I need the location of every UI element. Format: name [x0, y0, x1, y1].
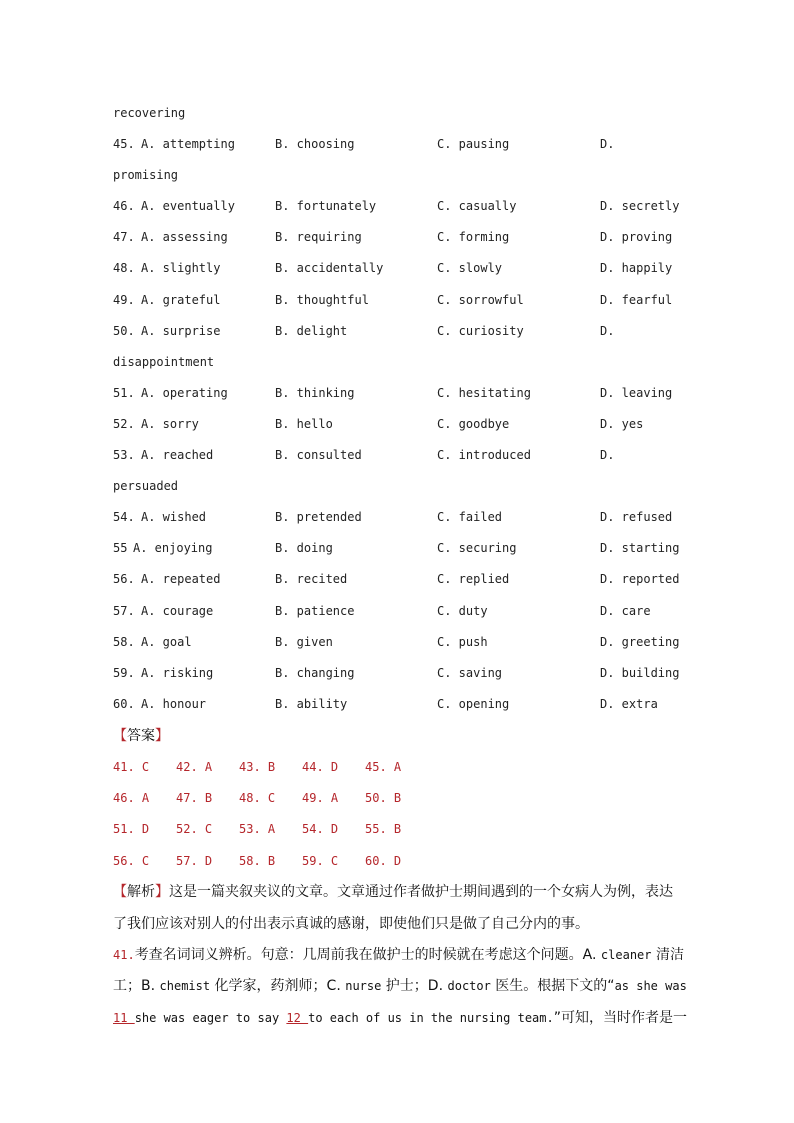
question-number: 55 [113, 541, 128, 555]
explanation-41-quote-start: as she was [614, 979, 687, 993]
question-number: 59. [113, 666, 135, 680]
option-a: A. surprise [141, 324, 221, 338]
answer-item: 54. D [302, 822, 339, 836]
option-a: A. wished [141, 510, 207, 524]
option-d: D. [600, 137, 615, 151]
option-b: B. choosing [275, 137, 355, 151]
explanation-41-number: 41. [113, 948, 135, 962]
analysis-close: 】 [155, 884, 169, 900]
option-a: A. goal [141, 635, 192, 649]
option-c: C. securing [437, 541, 517, 555]
option-b: B. recited [275, 572, 348, 586]
question-number: 45. [113, 137, 135, 151]
explanation-41-l2d: 医生。根据下文的“ [490, 978, 615, 994]
option-b: B. hello [275, 417, 333, 431]
explanation-41-word-cleaner: cleaner [600, 948, 652, 962]
answer-item: 56. C [113, 854, 150, 868]
answer-item: 48. C [239, 791, 276, 805]
question-number: 58. [113, 635, 135, 649]
option-a: A. honour [141, 697, 207, 711]
question-number: 46. [113, 199, 135, 213]
option-b: B. thoughtful [275, 293, 369, 307]
answer-item: 51. D [113, 822, 150, 836]
question-number: 48. [113, 261, 135, 275]
option-b: B. consulted [275, 448, 362, 462]
explanation-41-l2a: 工；B. [113, 978, 160, 994]
option-a: A. enjoying [133, 541, 213, 555]
analysis-line-2: 了我们应该对别人的付出表示真诚的感谢，即使他们只是做了自己分内的事。 [113, 916, 589, 932]
option-b: B. changing [275, 666, 355, 680]
question-number: 51. [113, 386, 135, 400]
option-a: A. eventually [141, 199, 235, 213]
question-number: 57. [113, 604, 135, 618]
option-d: D. happily [600, 261, 673, 275]
explanation-41-word-nurse: nurse [345, 979, 382, 993]
option-a: A. risking [141, 666, 214, 680]
explanation-41-l2c: 护士；D. [381, 978, 448, 994]
analysis-label: 解析 [127, 884, 155, 900]
option-b: B. accidentally [275, 261, 384, 275]
option-d-continued: promising [113, 168, 179, 182]
option-d: D. leaving [600, 386, 673, 400]
option-a: A. sorry [141, 417, 199, 431]
explanation-41-line-1 [113, 945, 683, 965]
option-a: A. attempting [141, 137, 235, 151]
answer-item: 46. A [113, 791, 150, 805]
answer-item: 52. C [176, 822, 213, 836]
option-d: D. reported [600, 572, 680, 586]
option-c: C. casually [437, 199, 517, 213]
question-number: 56. [113, 572, 135, 586]
answer-item: 43. B [239, 760, 276, 774]
question-number: 50. [113, 324, 135, 338]
option-b: B. fortunately [275, 199, 377, 213]
answer-item: 47. B [176, 791, 213, 805]
option-c: C. introduced [437, 448, 531, 462]
option-c: C. replied [437, 572, 510, 586]
explanation-41-line-3 [113, 1008, 687, 1028]
option-c: C. curiosity [437, 324, 524, 338]
answer-heading-close: 】 [155, 728, 169, 744]
option-b: B. delight [275, 324, 348, 338]
option-a: A. assessing [141, 230, 228, 244]
option-c: C. hesitating [437, 386, 531, 400]
answer-item: 49. A [302, 791, 339, 805]
option-b: B. pretended [275, 510, 362, 524]
option-b: B. thinking [275, 386, 355, 400]
option-d: D. fearful [600, 293, 673, 307]
option-a: A. courage [141, 604, 214, 618]
answer-item: 44. D [302, 760, 339, 774]
explanation-41-word-chemist: chemist [159, 979, 211, 993]
answer-item: 41. C [113, 760, 150, 774]
option-c: C. duty [437, 604, 488, 618]
blank-12: 12 [286, 1011, 309, 1025]
explanation-41-word-doctor: doctor [447, 979, 491, 993]
blank-11: 11 [113, 1011, 135, 1025]
answer-item: 50. B [365, 791, 402, 805]
option-d: D. starting [600, 541, 680, 555]
answer-item: 57. D [176, 854, 213, 868]
question-number: 53. [113, 448, 135, 462]
option-b: B. requiring [275, 230, 362, 244]
option-b: B. patience [275, 604, 355, 618]
option-a: A. repeated [141, 572, 221, 586]
option-c: C. goodbye [437, 417, 510, 431]
answer-heading-open: 【 [113, 728, 127, 744]
option-a: A. reached [141, 448, 214, 462]
question-number: 54. [113, 510, 135, 524]
option-d-continued: disappointment [113, 355, 215, 369]
explanation-41-quote-1: she was eager to say [134, 1011, 287, 1025]
option-d: D. [600, 324, 615, 338]
option-c: C. slowly [437, 261, 503, 275]
explanation-41-text: 考查名词词义辨析。句意：几周前我在做护士的时候就在考虑这个问题。A. [134, 947, 601, 963]
option-d: D. refused [600, 510, 673, 524]
question-number: 47. [113, 230, 135, 244]
option-b: B. given [275, 635, 333, 649]
analysis-open: 【 [113, 884, 127, 900]
option-a: A. operating [141, 386, 228, 400]
option-b: B. doing [275, 541, 333, 555]
option-a: A. slightly [141, 261, 221, 275]
answer-item: 58. B [239, 854, 276, 868]
option-d: D. proving [600, 230, 673, 244]
option-b: B. ability [275, 697, 348, 711]
explanation-41-quote-2: to each of us in the nursing team. [308, 1011, 554, 1025]
option-c: C. saving [437, 666, 503, 680]
answer-item: 53. A [239, 822, 276, 836]
continued-option-word: recovering [113, 106, 186, 120]
question-number: 52. [113, 417, 135, 431]
option-c: C. pausing [437, 137, 510, 151]
question-number: 60. [113, 697, 135, 711]
option-c: C. push [437, 635, 488, 649]
analysis-line-1 [113, 882, 683, 902]
answer-heading [113, 726, 169, 746]
answer-heading-label: 答案 [127, 728, 155, 744]
question-number: 49. [113, 293, 135, 307]
option-c: C. opening [437, 697, 510, 711]
answer-item: 55. B [365, 822, 402, 836]
option-d: D. greeting [600, 635, 680, 649]
option-d: D. yes [600, 417, 644, 431]
explanation-41-line-2 [113, 976, 687, 996]
explanation-41-l2b: 化学家，药剂师；C. [210, 978, 346, 994]
option-c: C. forming [437, 230, 510, 244]
explanation-41-tail: 清洁 [651, 947, 684, 963]
option-d-continued: persuaded [113, 479, 179, 493]
option-d: D. [600, 448, 615, 462]
option-d: D. extra [600, 697, 658, 711]
answer-item: 59. C [302, 854, 339, 868]
option-d: D. building [600, 666, 680, 680]
option-d: D. care [600, 604, 651, 618]
option-d: D. secretly [600, 199, 680, 213]
option-c: C. failed [437, 510, 503, 524]
answer-item: 45. A [365, 760, 402, 774]
option-c: C. sorrowful [437, 293, 524, 307]
explanation-41-l3-tail: ”可知，当时作者是一 [553, 1010, 687, 1026]
analysis-text-1: 这是一篇夹叙夹议的文章。文章通过作者做护士期间遇到的一个女病人为例，表达 [169, 884, 673, 900]
option-a: A. grateful [141, 293, 221, 307]
answer-item: 42. A [176, 760, 213, 774]
answer-item: 60. D [365, 854, 402, 868]
